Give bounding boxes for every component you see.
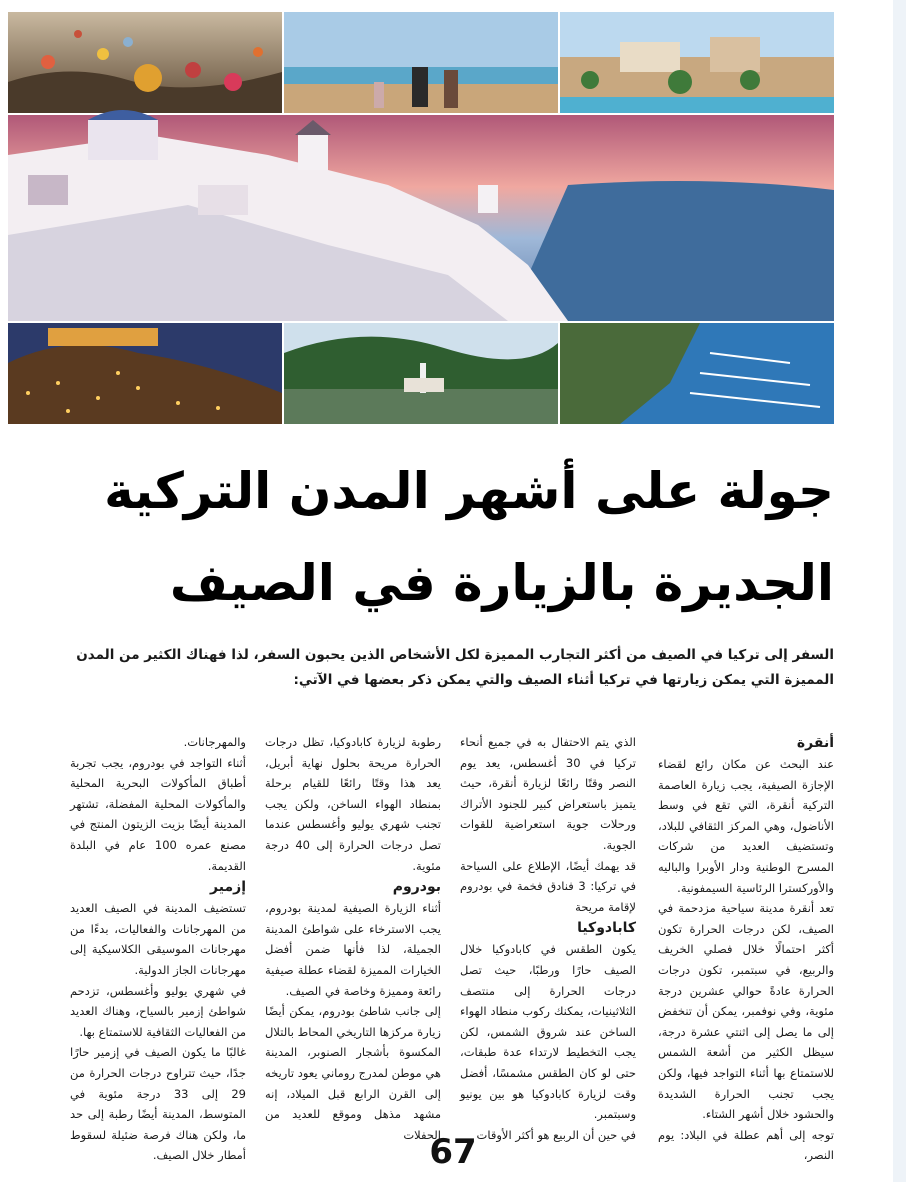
photo-santorini [8, 115, 834, 321]
body-paragraph: أثناء التواجد في بودروم، يجب تجربة أطباق المأكولات البحرية المحلية والمأكولات المحلية المفضلة، تشتهر المدينة أيضًا بزيت الزيتون المنتج في مصنع عمره 100 عام في البلدة القديمة. [70, 755, 246, 873]
text-column-3 [265, 732, 441, 1142]
body-paragraph: تستضيف المدينة في الصيف العديد من المهرجانات والفعاليات، بدءًا من مهرجانات الموسيقى الكلاسيكية إلى مهرجانات الجاز الدولية. [70, 901, 246, 977]
body-paragraph: تعد أنقرة مدينة سياحية مزدحمة في الصيف، لكن درجات الحرارة تكون أكثر احتمالًا خلال فصلي الخريف والربيع، في سبتمبر، تكون درجات الحرارة عادةً حوالي عشرين درجة مئوية، وفي نوفمبر، يمكن أن تنخفض إلى ما يصل إلى اثنتي عشرة درجة، سيظل الكثير من أشعة الشمس للاستمتاع بها أثناء التواجد فيها، ولكن يجب تجنب الحرارة الشديدة والحشود خلال أشهر الشتاء. [658, 901, 834, 1122]
photo-marina [560, 323, 834, 424]
body-paragraph: الذي يتم الاحتفال به في جميع أنحاء تركيا في 30 أغسطس، يعد يوم النصر وقتًا رائعًا لزيارة أنقرة، حيث يتميز باستعراض كبير للجنود الأتراك ورحلات جوية استعراضية للقوات الجوية. [460, 735, 637, 852]
body-paragraph: توجه إلى أهم عطلة في البلاد: يوم النصر، [658, 1127, 834, 1163]
photo-balloons [8, 12, 282, 113]
body-paragraph: قد يهمك أيضًا، الإطلاع على السياحة في تركيا: 3 فنادق فخمة في بودروم لإقامة مريحة [460, 858, 636, 914]
section-heading: بودروم [392, 879, 441, 896]
article-intro: السفر إلى تركيا في الصيف من أكثر التجارب المميزة لكل الأشخاص الذين يحبون السفر، لذا فهناك الكثير من المدن المميزة التي يمكن زيارتها في تركيا أثناء الصيف والتي يمكن ذكر بعضها في الآتي: [76, 647, 834, 688]
body-paragraph: يكون الطقس في كابادوكيا خلال الصيف حارًا ورطبًا، حيث تصل درجات الحرارة إلى منتصف الثلاثينيات، يمكنك ركوب منطاد الهواء الساخن عند شروق الشمس، لكن يجب التخطيط لارتداء عدة طبقات، حتى لو كان الطقس مشمسًا، أفضل وقت لزيارة كابادوكيا هو بين يونيو وسبتمبر. [460, 942, 636, 1122]
text-column-1 [658, 732, 834, 1163]
body-paragraph: في شهري يوليو وأغسطس، تزدحم شواطئ إزمير بالسياح، وهناك العديد من الفعاليات الثقافية للاستمتاع بها. [70, 983, 246, 1039]
body-paragraph: إلى جانب شاطئ بودروم، يمكن أيضًا زيارة مركزها التاريخي المحاط بالتلال المكسوة بأشجار الصنوبر، المدينة هي موطن لمدرج روماني يعود تاريخه إلى القرن الرابع قبل الميلاد، إنه مشهد مذهل وموقع للعديد من الحفلات [265, 1004, 441, 1142]
photo-night-city [8, 323, 282, 424]
photo-beach [284, 12, 558, 113]
body-paragraph: غالبًا ما يكون الصيف في إزمير حارًا جدًا، حيث تتراوح درجات الحرارة من 29 إلى 33 درجة مئوية في المتوسط، المدينة أيضًا رطبة إلى حد ما، ولكن هناك فرصة ضئيلة لسقوط أمطار خلال الصيف. [70, 1045, 246, 1163]
page-edge-strip [893, 0, 906, 1182]
body-paragraph: عند البحث عن مكان رائع لقضاء الإجازة الصيفية، يجب زيارة العاصمة التركية أنقرة، التي تقع في وسط الأناضول، وهي المركز الثقافي للبلاد، وتستضيف العديد من شركات المسرح الوطنية ودار الأوبرا والباليه والأوركسترا الرئاسية السيمفونية. [658, 757, 834, 895]
body-paragraph: رطوبة لزيارة كابادوكيا، تظل درجات الحرارة مريحة بحلول نهاية أبريل، يعد هذا وقتًا رائعًا للقيام برحلة بمنطاد الهواء الساخن، ولكن يجب تجنب شهري يوليو وأغسطس عندما تصل درجات الحرارة إلى 40 درجة مئوية. [265, 735, 441, 873]
page-number: 67 [429, 1132, 477, 1172]
photo-coastal-town [560, 12, 834, 113]
body-paragraph: أثناء الزيارة الصيفية لمدينة بودروم، يجب الاسترخاء على شواطئ المدينة الجميلة، لذا فأنها ضمن أفضل الخيارات المميزة لقضاء عطلة صيفية رائعة ومميزة وخاصة في الصيف. [265, 901, 441, 998]
article-title-line-2: الجديرة بالزيارة في الصيف [169, 554, 834, 612]
article-title-line-1: جولة على أشهر المدن التركية [104, 462, 834, 520]
body-paragraph: في حين أن الربيع هو أكثر الأوقات [476, 1127, 636, 1142]
section-heading: أنقرة [796, 735, 834, 751]
text-column-4 [70, 732, 246, 1163]
text-column-2 [460, 732, 637, 1142]
section-heading: إزمير [210, 879, 246, 896]
section-heading: كابادوكيا [577, 920, 636, 937]
photo-lake-valley [284, 323, 558, 424]
body-paragraph: والمهرجانات. [183, 735, 246, 749]
